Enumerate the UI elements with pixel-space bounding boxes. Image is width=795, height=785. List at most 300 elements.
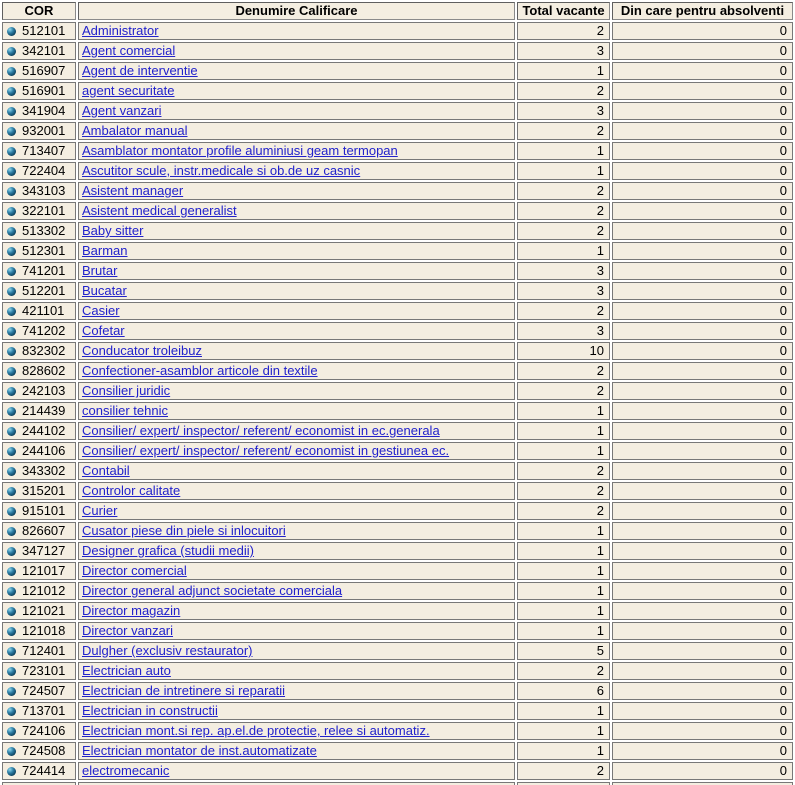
total-vacancies-cell: 1 <box>517 722 610 740</box>
qualification-link[interactable]: electromecanic <box>82 763 170 778</box>
cor-cell <box>2 222 76 240</box>
graduate-vacancies-cell: 0 <box>612 422 793 440</box>
cor-cell <box>2 542 76 560</box>
sphere-bullet-icon <box>7 607 16 616</box>
cor-code: 712401 <box>22 643 66 658</box>
cor-code: 121018 <box>22 623 66 638</box>
cor-code: 322101 <box>22 203 66 218</box>
table-row <box>2 662 793 680</box>
sphere-bullet-icon <box>7 147 16 156</box>
graduate-vacancies-cell: 0 <box>612 162 793 180</box>
graduate-vacancies-cell: 0 <box>612 42 793 60</box>
table-row <box>2 82 793 100</box>
sphere-bullet-icon <box>7 407 16 416</box>
qualification-cell <box>78 622 515 640</box>
cor-cell <box>2 142 76 160</box>
sphere-bullet-icon <box>7 87 16 96</box>
sphere-bullet-icon <box>7 307 16 316</box>
graduate-vacancies-cell: 0 <box>612 662 793 680</box>
table-row <box>2 482 793 500</box>
cor-code: 512101 <box>22 23 66 38</box>
total-vacancies-cell: 5 <box>517 642 610 660</box>
total-vacancies-cell: 2 <box>517 222 610 240</box>
sphere-bullet-icon <box>7 207 16 216</box>
total-vacancies-cell: 6 <box>517 682 610 700</box>
cor-cell <box>2 402 76 420</box>
qualification-link[interactable]: Electrician mont.si rep. ap.el.de protectie, relee si automatiz. <box>82 723 430 738</box>
graduate-vacancies-cell: 0 <box>612 582 793 600</box>
table-row <box>2 402 793 420</box>
qualification-cell <box>78 142 515 160</box>
qualification-link[interactable]: Baby sitter <box>82 223 144 238</box>
qualification-cell <box>78 362 515 380</box>
qualification-cell <box>78 262 515 280</box>
sphere-bullet-icon <box>7 247 16 256</box>
table-row <box>2 202 793 220</box>
table-row <box>2 602 793 620</box>
table-row <box>2 162 793 180</box>
total-vacancies-cell: 1 <box>517 622 610 640</box>
qualification-cell <box>78 62 515 80</box>
graduate-vacancies-cell: 0 <box>612 462 793 480</box>
graduate-vacancies-cell: 0 <box>612 702 793 720</box>
sphere-bullet-icon <box>7 287 16 296</box>
table-row <box>2 702 793 720</box>
cor-cell <box>2 582 76 600</box>
qualification-cell <box>78 82 515 100</box>
total-vacancies-cell: 1 <box>517 442 610 460</box>
qualification-cell <box>78 102 515 120</box>
header-din-care-pentru-absolventi: Din care pentru absolventi <box>612 2 793 20</box>
total-vacancies-cell: 2 <box>517 762 610 780</box>
qualification-link[interactable]: Cusator piese din piele si inlocuitori <box>82 523 286 538</box>
table-row <box>2 462 793 480</box>
total-vacancies-cell: 2 <box>517 482 610 500</box>
table-row <box>2 102 793 120</box>
total-vacancies-cell: 2 <box>517 382 610 400</box>
cor-code: 315201 <box>22 483 66 498</box>
qualification-cell <box>78 742 515 760</box>
cor-code: 512201 <box>22 283 66 298</box>
table-row <box>2 442 793 460</box>
cor-code: 343103 <box>22 183 66 198</box>
graduate-vacancies-cell: 0 <box>612 342 793 360</box>
cor-cell <box>2 562 76 580</box>
graduate-vacancies-cell: 0 <box>612 62 793 80</box>
table-row <box>2 622 793 640</box>
total-vacancies-cell: 3 <box>517 262 610 280</box>
qualification-link[interactable]: Consilier juridic <box>82 383 171 398</box>
qualification-cell <box>78 762 515 780</box>
cor-code: 341904 <box>22 103 66 118</box>
graduate-vacancies-cell: 0 <box>612 182 793 200</box>
graduate-vacancies-cell: 0 <box>612 242 793 260</box>
table-row <box>2 322 793 340</box>
cor-code: 826607 <box>22 523 66 538</box>
total-vacancies-cell: 2 <box>517 662 610 680</box>
qualification-cell <box>78 662 515 680</box>
graduate-vacancies-cell: 0 <box>612 602 793 620</box>
total-vacancies-cell: 2 <box>517 362 610 380</box>
qualification-cell <box>78 542 515 560</box>
sphere-bullet-icon <box>7 647 16 656</box>
qualification-link[interactable]: Cofetar <box>82 323 125 338</box>
sphere-bullet-icon <box>7 747 16 756</box>
header-total-vacante: Total vacante <box>517 2 610 20</box>
qualification-link[interactable]: Contabil <box>82 463 130 478</box>
total-vacancies-cell: 1 <box>517 602 610 620</box>
qualification-link[interactable]: Director general adjunct societate comerciala <box>82 583 343 598</box>
cor-code: 242103 <box>22 383 66 398</box>
cor-cell <box>2 742 76 760</box>
cor-code: 832302 <box>22 343 66 358</box>
cor-cell <box>2 342 76 360</box>
cor-code: 724106 <box>22 723 66 738</box>
cor-cell <box>2 662 76 680</box>
cor-code: 722404 <box>22 163 66 178</box>
qualification-cell <box>78 422 515 440</box>
table-row <box>2 722 793 740</box>
qualification-link[interactable]: Barman <box>82 243 128 258</box>
qualification-link[interactable]: Asistent medical generalist <box>82 203 237 218</box>
cor-code: 741202 <box>22 323 66 338</box>
sphere-bullet-icon <box>7 387 16 396</box>
table-row <box>2 642 793 660</box>
table-row <box>2 302 793 320</box>
table-row <box>2 542 793 560</box>
graduate-vacancies-cell: 0 <box>612 622 793 640</box>
total-vacancies-cell: 1 <box>517 162 610 180</box>
cor-code: 828602 <box>22 363 66 378</box>
cor-cell <box>2 522 76 540</box>
qualification-cell <box>78 42 515 60</box>
cor-code: 244106 <box>22 443 66 458</box>
total-vacancies-cell: 2 <box>517 462 610 480</box>
cor-cell <box>2 42 76 60</box>
graduate-vacancies-cell: 0 <box>612 502 793 520</box>
header-cor: COR <box>2 2 76 20</box>
cor-cell <box>2 182 76 200</box>
cor-code: 342101 <box>22 43 66 58</box>
sphere-bullet-icon <box>7 27 16 36</box>
table-row <box>2 422 793 440</box>
qualification-cell <box>78 282 515 300</box>
qualification-cell <box>78 502 515 520</box>
qualification-cell <box>78 162 515 180</box>
total-vacancies-cell: 2 <box>517 22 610 40</box>
qualification-cell <box>78 122 515 140</box>
total-vacancies-cell: 3 <box>517 102 610 120</box>
cor-cell <box>2 722 76 740</box>
graduate-vacancies-cell: 0 <box>612 102 793 120</box>
qualification-cell <box>78 642 515 660</box>
cor-code: 741201 <box>22 263 66 278</box>
cor-code: 214439 <box>22 403 66 418</box>
cor-cell <box>2 442 76 460</box>
cor-cell <box>2 462 76 480</box>
cor-code: 516907 <box>22 63 66 78</box>
cor-code: 713701 <box>22 703 66 718</box>
table-row <box>2 242 793 260</box>
sphere-bullet-icon <box>7 487 16 496</box>
qualification-cell <box>78 602 515 620</box>
cor-cell <box>2 122 76 140</box>
cor-cell <box>2 682 76 700</box>
graduate-vacancies-cell: 0 <box>612 442 793 460</box>
table-row <box>2 562 793 580</box>
qualification-cell <box>78 342 515 360</box>
cor-cell <box>2 702 76 720</box>
total-vacancies-cell: 3 <box>517 322 610 340</box>
cor-cell <box>2 622 76 640</box>
qualification-link[interactable]: Designer grafica (studii medii) <box>82 543 254 558</box>
cor-code: 421101 <box>22 303 65 318</box>
sphere-bullet-icon <box>7 447 16 456</box>
table-row <box>2 262 793 280</box>
table-row <box>2 522 793 540</box>
qualification-link[interactable]: Brutar <box>82 263 118 278</box>
sphere-bullet-icon <box>7 707 16 716</box>
table-row <box>2 282 793 300</box>
total-vacancies-cell: 1 <box>517 242 610 260</box>
cor-cell <box>2 22 76 40</box>
table-row <box>2 762 793 780</box>
table-row <box>2 142 793 160</box>
total-vacancies-cell: 3 <box>517 282 610 300</box>
qualification-link[interactable]: Consilier/ expert/ inspector/ referent/ economist in ec.generala <box>82 423 440 438</box>
cor-cell <box>2 82 76 100</box>
cor-code: 723101 <box>22 663 66 678</box>
qualification-link[interactable]: Ambalator manual <box>82 123 188 138</box>
graduate-vacancies-cell: 0 <box>612 142 793 160</box>
sphere-bullet-icon <box>7 267 16 276</box>
qualification-link[interactable]: Asistent manager <box>82 183 184 198</box>
table-row <box>2 222 793 240</box>
qualification-link[interactable]: Administrator <box>82 23 159 38</box>
sphere-bullet-icon <box>7 687 16 696</box>
graduate-vacancies-cell: 0 <box>612 222 793 240</box>
cor-code: 915101 <box>22 503 66 518</box>
cor-code: 121021 <box>22 603 66 618</box>
cor-code: 343302 <box>22 463 66 478</box>
graduate-vacancies-cell: 0 <box>612 202 793 220</box>
graduate-vacancies-cell: 0 <box>612 562 793 580</box>
sphere-bullet-icon <box>7 67 16 76</box>
cor-cell <box>2 602 76 620</box>
total-vacancies-cell: 1 <box>517 422 610 440</box>
total-vacancies-cell: 1 <box>517 142 610 160</box>
graduate-vacancies-cell: 0 <box>612 742 793 760</box>
table-header-row <box>2 2 793 20</box>
graduate-vacancies-cell: 0 <box>612 122 793 140</box>
qualification-link[interactable]: Agent de interventie <box>82 63 198 78</box>
qualification-link[interactable]: Bucatar <box>82 283 127 298</box>
qualification-cell <box>78 22 515 40</box>
qualification-link[interactable]: Conducator troleibuz <box>82 343 202 358</box>
graduate-vacancies-cell: 0 <box>612 722 793 740</box>
total-vacancies-cell: 3 <box>517 42 610 60</box>
table-row <box>2 182 793 200</box>
cor-cell <box>2 242 76 260</box>
cor-cell <box>2 762 76 780</box>
cor-code: 347127 <box>22 543 66 558</box>
graduate-vacancies-cell: 0 <box>612 302 793 320</box>
qualification-link[interactable]: Confectioner-asamblor articole din textile <box>82 363 318 378</box>
graduate-vacancies-cell: 0 <box>612 282 793 300</box>
total-vacancies-cell: 2 <box>517 122 610 140</box>
total-vacancies-cell: 2 <box>517 182 610 200</box>
sphere-bullet-icon <box>7 47 16 56</box>
graduate-vacancies-cell: 0 <box>612 762 793 780</box>
graduate-vacancies-cell: 0 <box>612 82 793 100</box>
graduate-vacancies-cell: 0 <box>612 642 793 660</box>
total-vacancies-cell: 2 <box>517 202 610 220</box>
qualification-link[interactable]: agent securitate <box>82 83 175 98</box>
qualification-cell <box>78 182 515 200</box>
sphere-bullet-icon <box>7 567 16 576</box>
sphere-bullet-icon <box>7 367 16 376</box>
qualification-cell <box>78 402 515 420</box>
total-vacancies-cell: 1 <box>517 562 610 580</box>
total-vacancies-cell: 2 <box>517 82 610 100</box>
cor-cell <box>2 502 76 520</box>
qualification-link[interactable]: Electrician in constructii <box>82 703 218 718</box>
cor-cell <box>2 262 76 280</box>
cor-code: 512301 <box>22 243 66 258</box>
sphere-bullet-icon <box>7 507 16 516</box>
qualification-link[interactable]: Director comercial <box>82 563 187 578</box>
cor-code: 724507 <box>22 683 66 698</box>
qualification-link[interactable]: Consilier/ expert/ inspector/ referent/ economist in gestiunea ec. <box>82 443 450 458</box>
cor-cell <box>2 422 76 440</box>
qualification-cell <box>78 722 515 740</box>
graduate-vacancies-cell: 0 <box>612 382 793 400</box>
table-row <box>2 122 793 140</box>
qualification-cell <box>78 582 515 600</box>
cor-cell <box>2 282 76 300</box>
cor-code: 932001 <box>22 123 66 138</box>
header-denumire-calificare: Denumire Calificare <box>78 2 515 20</box>
sphere-bullet-icon <box>7 727 16 736</box>
qualification-cell <box>78 242 515 260</box>
table-row <box>2 502 793 520</box>
qualification-link[interactable]: Director vanzari <box>82 623 174 638</box>
cor-cell <box>2 482 76 500</box>
cor-cell <box>2 102 76 120</box>
qualification-cell <box>78 462 515 480</box>
sphere-bullet-icon <box>7 227 16 236</box>
qualification-cell <box>78 302 515 320</box>
qualification-cell <box>78 322 515 340</box>
qualification-link[interactable]: Director magazin <box>82 603 181 618</box>
total-vacancies-cell: 2 <box>517 502 610 520</box>
table-row <box>2 682 793 700</box>
qualification-link[interactable]: Agent vanzari <box>82 103 162 118</box>
cor-cell <box>2 382 76 400</box>
table-row <box>2 582 793 600</box>
sphere-bullet-icon <box>7 467 16 476</box>
sphere-bullet-icon <box>7 167 16 176</box>
qualification-link[interactable]: Dulgher (exclusiv restaurator) <box>82 643 253 658</box>
table-row <box>2 62 793 80</box>
qualification-cell <box>78 702 515 720</box>
total-vacancies-cell: 1 <box>517 542 610 560</box>
total-vacancies-cell: 1 <box>517 742 610 760</box>
cor-cell <box>2 642 76 660</box>
cor-cell <box>2 62 76 80</box>
sphere-bullet-icon <box>7 327 16 336</box>
total-vacancies-cell: 1 <box>517 582 610 600</box>
total-vacancies-cell: 1 <box>517 62 610 80</box>
qualification-link[interactable]: Asamblator montator profile aluminiusi geam termopan <box>82 143 398 158</box>
qualification-cell <box>78 442 515 460</box>
sphere-bullet-icon <box>7 767 16 776</box>
qualification-link[interactable]: Agent comercial <box>82 43 176 58</box>
qualification-link[interactable]: Electrician auto <box>82 663 171 678</box>
qualification-link[interactable]: Electrician de intretinere si reparatii <box>82 683 286 698</box>
cor-cell <box>2 162 76 180</box>
graduate-vacancies-cell: 0 <box>612 482 793 500</box>
graduate-vacancies-cell: 0 <box>612 402 793 420</box>
graduate-vacancies-cell: 0 <box>612 542 793 560</box>
total-vacancies-cell: 1 <box>517 522 610 540</box>
graduate-vacancies-cell: 0 <box>612 522 793 540</box>
total-vacancies-cell: 10 <box>517 342 610 360</box>
qualification-cell <box>78 382 515 400</box>
qualification-cell <box>78 682 515 700</box>
sphere-bullet-icon <box>7 187 16 196</box>
qualification-link[interactable]: Curier <box>82 503 118 518</box>
total-vacancies-cell: 1 <box>517 402 610 420</box>
qualification-link[interactable]: consilier tehnic <box>82 403 168 418</box>
table-row <box>2 742 793 760</box>
cor-code: 713407 <box>22 143 66 158</box>
table-row <box>2 362 793 380</box>
graduate-vacancies-cell: 0 <box>612 262 793 280</box>
sphere-bullet-icon <box>7 347 16 356</box>
cor-code: 121012 <box>22 583 66 598</box>
sphere-bullet-icon <box>7 527 16 536</box>
table-row <box>2 382 793 400</box>
qualification-link[interactable]: Electrician montator de inst.automatizate <box>82 743 317 758</box>
graduate-vacancies-cell: 0 <box>612 22 793 40</box>
cor-cell <box>2 302 76 320</box>
sphere-bullet-icon <box>7 587 16 596</box>
table-row <box>2 342 793 360</box>
qualification-cell <box>78 222 515 240</box>
sphere-bullet-icon <box>7 427 16 436</box>
graduate-vacancies-cell: 0 <box>612 362 793 380</box>
qualification-cell <box>78 482 515 500</box>
cor-code: 513302 <box>22 223 66 238</box>
sphere-bullet-icon <box>7 127 16 136</box>
qualification-cell <box>78 522 515 540</box>
qualification-link[interactable]: Casier <box>82 303 120 318</box>
total-vacancies-cell: 2 <box>517 302 610 320</box>
total-vacancies-cell: 1 <box>517 702 610 720</box>
cor-cell <box>2 202 76 220</box>
qualification-link[interactable]: Ascutitor scule, instr.medicale si ob.de uz casnic <box>82 163 361 178</box>
sphere-bullet-icon <box>7 627 16 636</box>
cor-code: 121017 <box>22 563 66 578</box>
cor-code: 244102 <box>22 423 66 438</box>
cor-code: 724414 <box>22 763 66 778</box>
sphere-bullet-icon <box>7 667 16 676</box>
qualification-cell <box>78 202 515 220</box>
table-row <box>2 22 793 40</box>
table-row <box>2 42 793 60</box>
qualification-link[interactable]: Controlor calitate <box>82 483 181 498</box>
